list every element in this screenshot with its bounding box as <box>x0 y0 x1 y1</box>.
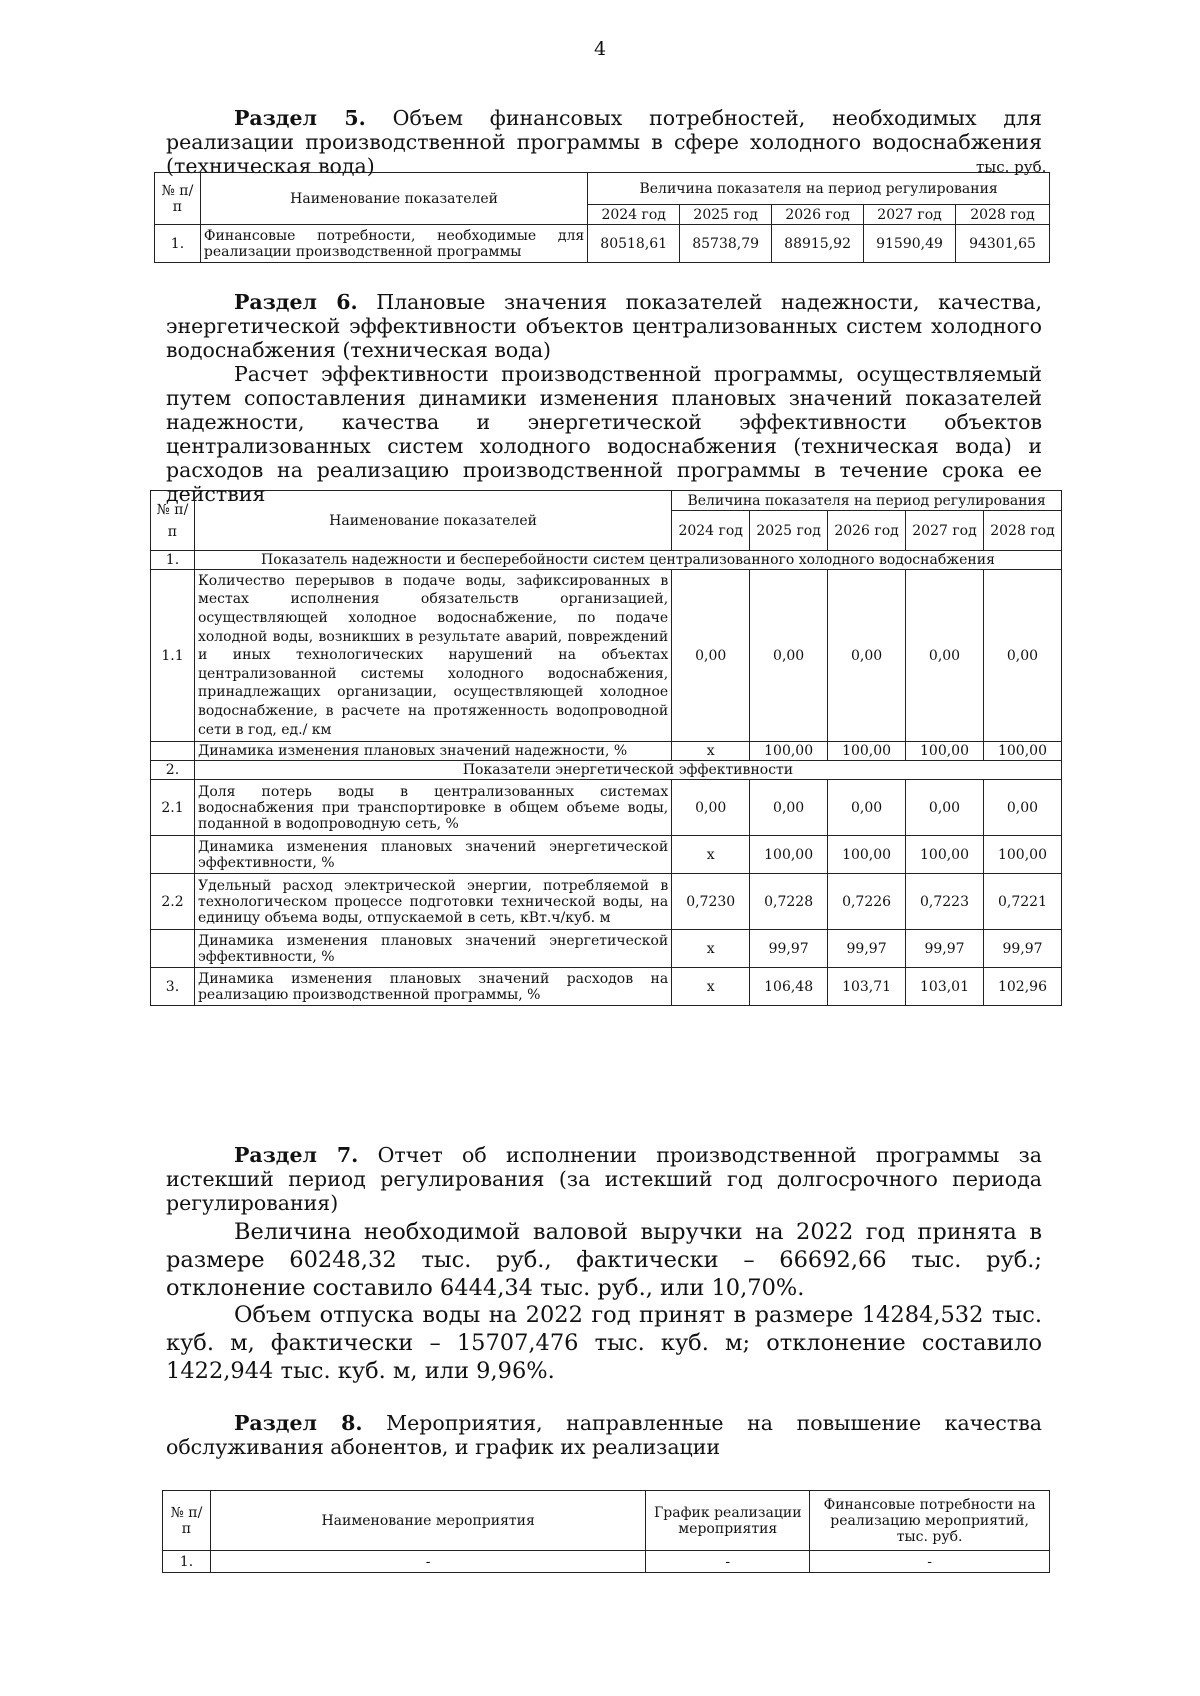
s6-header-period: Величина показателя на период регулирования <box>672 491 1062 511</box>
section6-label: Раздел 6. <box>234 290 358 314</box>
table-row <box>151 836 1062 874</box>
s8-header-name: Наименование мероприятия <box>210 1491 645 1551</box>
s5-header-period: Величина показателя на период регулирования <box>588 173 1050 205</box>
row-value: 0,00 <box>672 780 750 836</box>
row-name: Динамика изменения плановых значений расходов на реализацию производственной программы, % <box>194 968 671 1006</box>
row-num: 2.1 <box>151 780 195 836</box>
row-value: 0,00 <box>828 780 906 836</box>
group-num: 2. <box>151 761 195 780</box>
s6-header-name: Наименование показателей <box>194 491 671 551</box>
s5-header-year: 2027 год <box>864 205 956 225</box>
section7-paragraph-volume: Объем отпуска воды на 2022 год принят в размере 14284,532 тыс. куб. м, фактически – 15707,476 тыс. куб. м; отклонение составило 1422,944 тыс. куб. м, или 9,96%. <box>166 1302 1042 1384</box>
row-value: 100,00 <box>828 836 906 874</box>
s8-header-schedule: График реализации мероприятия <box>646 1491 810 1551</box>
row-value: 0,00 <box>750 570 828 742</box>
section8-heading <box>166 1411 1042 1459</box>
row-value: 0,00 <box>750 780 828 836</box>
row-name: Удельный расход электрической энергии, потребляемой в технологическом процессе подготовки технической воды, на единицу объема воды, отпускаемой в сеть, кВт.ч/куб. м <box>194 874 671 930</box>
row-value: 99,97 <box>906 930 984 968</box>
row-num-empty <box>151 742 195 761</box>
row-value: 100,00 <box>750 836 828 874</box>
row-value: 99,97 <box>828 930 906 968</box>
row-value: 0,00 <box>906 570 984 742</box>
row-value: 100,00 <box>906 742 984 761</box>
table-row <box>151 780 1062 836</box>
group-title: Показатели энергетической эффективности <box>194 761 1061 780</box>
section5-title: Объем финансовых потребностей, необходимых для реализации производственной программы в сфере холодного водоснабжения (техническая вода) <box>166 106 1042 178</box>
table-row <box>151 968 1062 1006</box>
section6-title: Плановые значения показателей надежности, качества, энергетической эффективности объектов централизованных систем холодного водоснабжения (техническая вода) <box>166 290 1042 362</box>
s6-header-year: 2027 год <box>906 511 984 551</box>
s6-header-year: 2028 год <box>983 511 1061 551</box>
page-number: 4 <box>593 38 607 60</box>
row-value: 0,00 <box>672 570 750 742</box>
row-value: 91590,49 <box>864 225 956 263</box>
section8-table <box>162 1490 1050 1573</box>
table-row <box>155 225 1050 263</box>
row-value: 100,00 <box>750 742 828 761</box>
s5-header-year: 2026 год <box>772 205 864 225</box>
row-value: 0,7226 <box>828 874 906 930</box>
row-value: 102,96 <box>983 968 1061 1006</box>
s5-header-num: № п/п <box>155 173 201 225</box>
s6-header-year: 2025 год <box>750 511 828 551</box>
row-value: 106,48 <box>750 968 828 1006</box>
group-title: Показатель надежности и бесперебойности систем централизованного холодного водоснабжения <box>194 551 1061 570</box>
section6-table <box>150 490 1062 1006</box>
section6-intro: Расчет эффективности производственной программы, осуществляемый путем сопоставления динамики изменения плановых значений показателей надежности, качества и энергетической эффективности объектов централизованных систем холодного водоснабжения (техническая вода) и расходов на реализацию производственной программы в течение срока ее действия <box>166 362 1042 506</box>
row-value: 103,71 <box>828 968 906 1006</box>
s5-header-year: 2024 год <box>588 205 680 225</box>
section7-paragraph-revenue: Величина необходимой валовой выручки на 2022 год принята в размере 60248,32 тыс. руб., фактически – 66692,66 тыс. руб.; отклонение составило 6444,34 тыс. руб., или 10,70%. <box>166 1219 1042 1301</box>
row-num: 1. <box>163 1551 211 1573</box>
section5-unit: тыс. руб. <box>976 158 1047 176</box>
row-value: 0,00 <box>828 570 906 742</box>
table-row <box>151 570 1062 742</box>
row-value: х <box>672 742 750 761</box>
row-name: Доля потерь воды в централизованных системах водоснабжения при транспортировке в общем объеме воды, поданной в водопроводную сеть, % <box>194 780 671 836</box>
row-value: 0,7221 <box>983 874 1061 930</box>
section8-title: Мероприятия, направленные на повышение качества обслуживания абонентов, и график их реализации <box>166 1411 1042 1459</box>
row-value: 0,7228 <box>750 874 828 930</box>
row-finance: - <box>810 1551 1050 1573</box>
row-num: 1. <box>155 225 201 263</box>
row-num-empty <box>151 930 195 968</box>
row-value: х <box>672 836 750 874</box>
row-value: х <box>672 968 750 1006</box>
section5-label: Раздел 5. <box>234 106 366 130</box>
table-group-row <box>151 761 1062 780</box>
row-value: 80518,61 <box>588 225 680 263</box>
table-row <box>151 874 1062 930</box>
table-row <box>163 1551 1050 1573</box>
row-value: 103,01 <box>906 968 984 1006</box>
row-value: 88915,92 <box>772 225 864 263</box>
section7-label: Раздел 7. <box>234 1143 359 1167</box>
row-value: 100,00 <box>906 836 984 874</box>
row-num: 2.2 <box>151 874 195 930</box>
section8-label: Раздел 8. <box>234 1411 363 1435</box>
s8-header-num: № п/п <box>163 1491 211 1551</box>
row-value: 99,97 <box>750 930 828 968</box>
row-value: 0,00 <box>983 570 1061 742</box>
row-schedule: - <box>646 1551 810 1573</box>
row-value: 99,97 <box>983 930 1061 968</box>
row-value: 0,00 <box>983 780 1061 836</box>
group-num: 1. <box>151 551 195 570</box>
row-name: Динамика изменения плановых значений энергетической эффективности, % <box>194 836 671 874</box>
row-num-empty <box>151 836 195 874</box>
row-value: 85738,79 <box>680 225 772 263</box>
row-num: 1.1 <box>151 570 195 742</box>
table-row <box>151 930 1062 968</box>
section5-table <box>154 172 1050 263</box>
row-name: Финансовые потребности, необходимые для реализации производственной программы <box>200 225 587 263</box>
row-value: 0,7223 <box>906 874 984 930</box>
section7-heading <box>166 1143 1042 1215</box>
s6-header-year: 2026 год <box>828 511 906 551</box>
table-group-row <box>151 551 1062 570</box>
s5-header-name: Наименование показателей <box>200 173 587 225</box>
section7-title: Отчет об исполнении производственной программы за истекший период регулирования (за истекший год долгосрочного периода регулирования) <box>166 1143 1042 1215</box>
row-value: 100,00 <box>983 836 1061 874</box>
row-value: 94301,65 <box>955 225 1049 263</box>
s5-header-year: 2028 год <box>955 205 1049 225</box>
row-value: х <box>672 930 750 968</box>
table-row <box>151 742 1062 761</box>
row-name: Количество перерывов в подаче воды, зафиксированных в местах исполнения обязательств организацией, осуществляющей холодное водоснабжение, по подаче холодной воды, возникших в результате аварий, повреждений и иных технологических нарушений на объектах централизованной системы холодного водоснабжения, принадлежащих организации, осуществляющей холодное водоснабжение, в расчете на протяженность водопроводной сети в год, ед./ км <box>194 570 671 742</box>
row-name: Динамика изменения плановых значений энергетической эффективности, % <box>194 930 671 968</box>
s5-header-year: 2025 год <box>680 205 772 225</box>
row-value: 100,00 <box>828 742 906 761</box>
s6-header-year: 2024 год <box>672 511 750 551</box>
section5-heading <box>166 106 1042 178</box>
section6-heading <box>166 290 1042 362</box>
row-value: 100,00 <box>983 742 1061 761</box>
row-num: 3. <box>151 968 195 1006</box>
row-name: Динамика изменения плановых значений надежности, % <box>194 742 671 761</box>
row-value: 0,7230 <box>672 874 750 930</box>
row-value: 0,00 <box>906 780 984 836</box>
row-name: - <box>210 1551 645 1573</box>
s6-header-num: № п/ п <box>151 491 195 551</box>
s8-header-finance: Финансовые потребности на реализацию мероприятий, тыс. руб. <box>810 1491 1050 1551</box>
